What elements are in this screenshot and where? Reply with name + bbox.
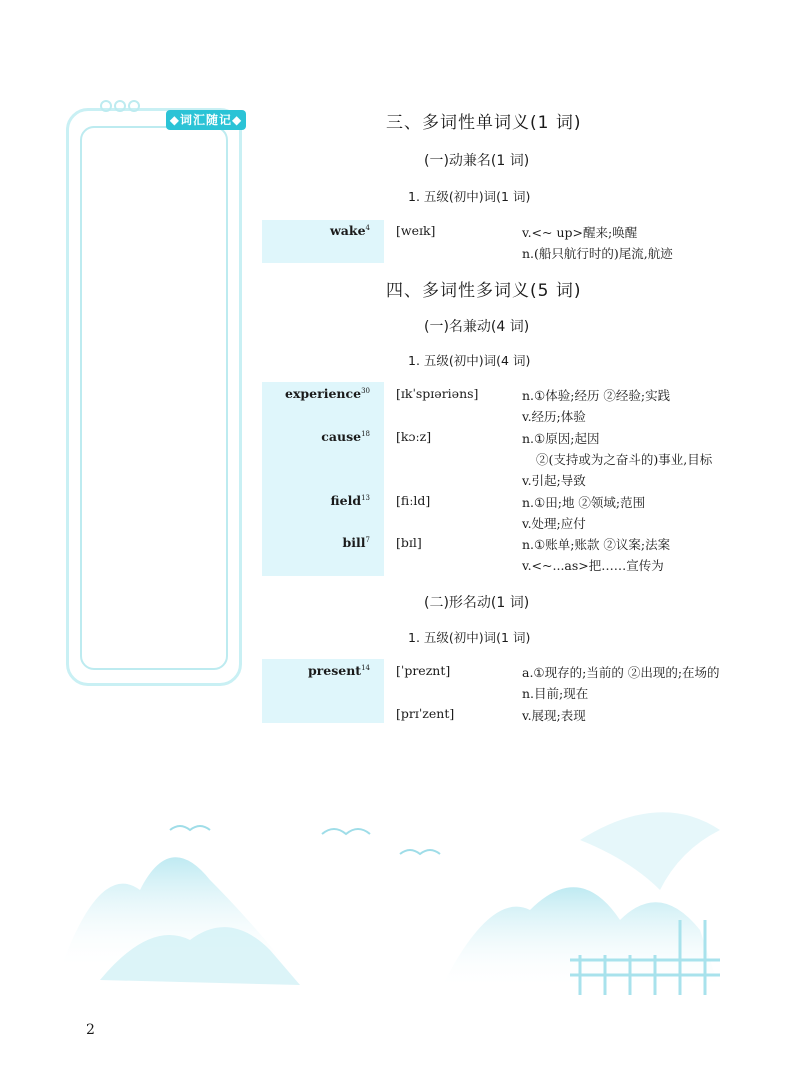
binder-ring <box>114 100 126 112</box>
phonetic: [fiːld] <box>396 493 431 508</box>
definition: v.<~...as>把……宣传为 <box>522 558 664 573</box>
subsection-title: (一)名兼动(4 词) <box>424 319 530 335</box>
bird-icon <box>400 850 440 854</box>
phonetic: [bɪl] <box>396 535 422 550</box>
section-title: 三、多词性单词义(1 词) <box>386 113 582 133</box>
definition: n.①田;地 ②领域;范围 <box>522 495 646 510</box>
definition: n.(船只航行时的)尾流,航迹 <box>522 246 673 261</box>
definition: v.展现;表现 <box>522 708 586 723</box>
level-heading: 1. 五级(初中)词(1 词) <box>408 630 531 645</box>
binder-ring <box>100 100 112 112</box>
headword: experience$^{30}$ <box>285 386 370 401</box>
level-heading: 1. 五级(初中)词(4 词) <box>408 353 531 368</box>
definition: v.<~ up>醒来;唤醒 <box>522 225 638 240</box>
bird-icon <box>322 829 370 834</box>
definition: a.①现存的;当前的 ②出现的;在场的 <box>522 665 720 680</box>
level-heading: 1. 五级(初中)词(1 词) <box>408 189 531 204</box>
headword: present$^{14}$ <box>307 663 370 678</box>
section-title: 四、多词性多词义(5 词) <box>386 281 582 301</box>
page-number: 2 <box>86 1022 95 1038</box>
subsection-title: (一)动兼名(1 词) <box>424 153 530 169</box>
headword: field$^{13}$ <box>330 493 370 508</box>
definition: n.①体验;经历 ②经验;实践 <box>522 388 671 403</box>
tree-branch <box>580 812 720 890</box>
phonetic: [ˈpreznt] <box>396 663 451 678</box>
definition: ②(支持或为之奋斗的)事业,目标 <box>536 452 713 467</box>
phonetic: [weɪk] <box>396 223 436 238</box>
subsection-title: (二)形名动(1 词) <box>424 595 530 611</box>
notes-tab-label: ◆词汇随记◆ <box>166 110 246 130</box>
definition: n.①账单;账款 ②议案;法案 <box>522 537 671 552</box>
phonetic: [prɪˈzent] <box>396 706 455 721</box>
definition: v.处理;应付 <box>522 516 586 531</box>
headword: bill$^7$ <box>342 535 370 550</box>
landscape-illustration <box>60 770 740 1010</box>
definition: n.目前;现在 <box>522 686 589 701</box>
phonetic: [ɪkˈspɪəriəns] <box>396 386 479 401</box>
binder-ring <box>128 100 140 112</box>
bird-icon <box>170 826 210 830</box>
definition: n.①原因;起因 <box>522 431 600 446</box>
definition: v.经历;体验 <box>522 409 586 424</box>
notes-panel-inner <box>80 126 228 670</box>
definition: v.引起;导致 <box>522 473 586 488</box>
phonetic: [kɔːz] <box>396 429 432 444</box>
headword: cause$^{18}$ <box>321 429 370 444</box>
headword: wake$^4$ <box>330 223 370 238</box>
